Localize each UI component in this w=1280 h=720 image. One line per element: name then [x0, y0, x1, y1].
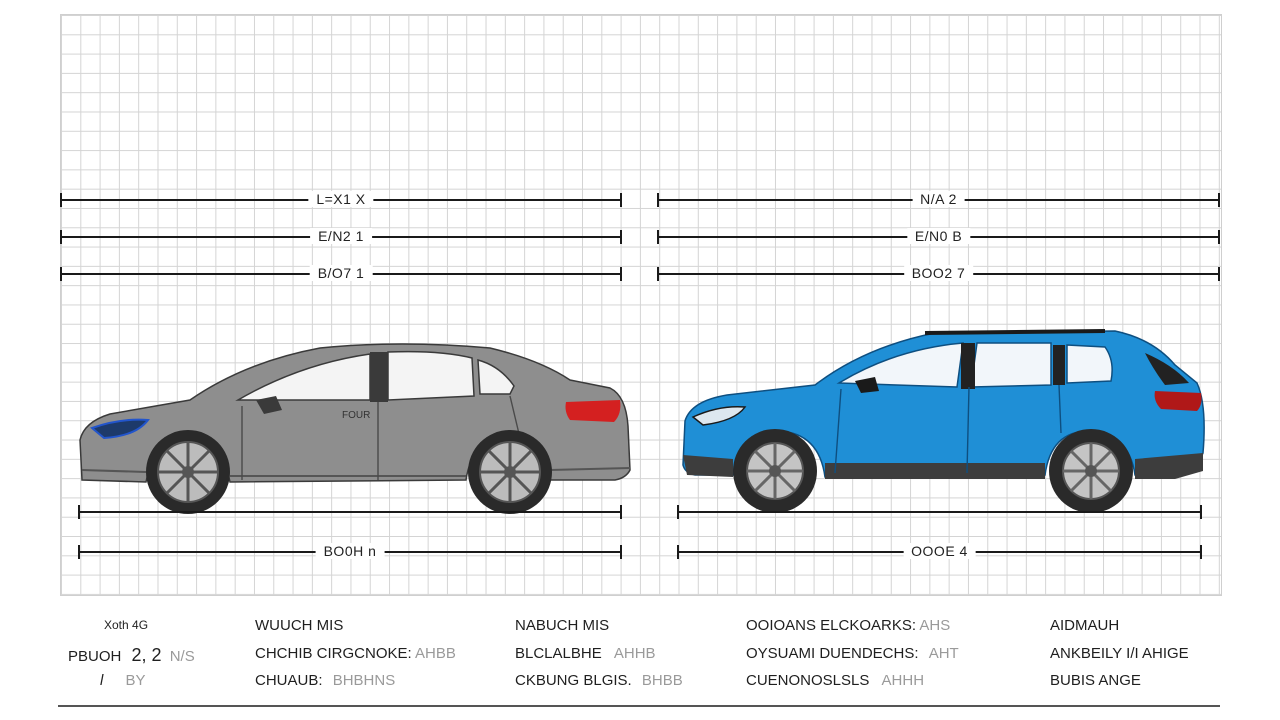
spec-col1-row1: Xoth 4G	[104, 618, 149, 632]
sedan-dimension-1	[60, 193, 622, 207]
suv-length-label: OOOE 4	[903, 543, 976, 559]
footer-rule	[58, 705, 1220, 707]
suv-rear-window	[1067, 345, 1112, 383]
sedan-wheelbase-line	[78, 505, 622, 519]
spec-col3-row1: NABUCH MIS	[515, 617, 610, 634]
suv-dimension-1	[657, 193, 1220, 207]
sedan-dimension-1-label: L=X1 X	[308, 191, 373, 207]
suv-taillight	[1155, 391, 1202, 411]
suv-wheelbase-line	[677, 505, 1202, 519]
suv-dimension-1-label: N/A 2	[912, 191, 965, 207]
spec-col2-row2: CHCHIB CIRGCNOKE: AHBB	[255, 645, 456, 662]
sedan-dimension-2-label: E/N2 1	[310, 228, 372, 244]
spec-col4-row2: OYSUAMI DUENDECHS: AHT	[746, 645, 959, 662]
spec-col5-row3: BUBIS ANGE	[1050, 672, 1141, 689]
spec-col1-row3: l BY	[100, 672, 146, 689]
suv-front-wheel	[733, 429, 817, 513]
sedan-badge: FOUR	[342, 410, 371, 421]
suv-length-dimension	[677, 545, 1202, 559]
spec-col5-row1: AIDMAUH	[1050, 617, 1120, 634]
spec-col3-row2: BLCLALBHE AHHB	[515, 645, 656, 662]
spec-col4-row3: CUENONOSLSLS AHHH	[746, 672, 925, 689]
spec-col2-row3: CHUAUB: BHBHNS	[255, 672, 396, 689]
sedan-front-wheel	[146, 430, 230, 514]
sedan-dimension-2	[60, 230, 622, 244]
suv-dimension-3-label: BOO2 7	[904, 265, 974, 281]
spec-col4-row1: OOIOANS ELCKOARKS: AHS	[746, 617, 951, 634]
spec-col2-row1: WUUCH MIS	[255, 617, 344, 634]
sedan-rear-window	[388, 352, 474, 400]
suv-rear-wheel	[1049, 429, 1133, 513]
sedan-illustration	[70, 330, 640, 530]
suv-dimension-2-label: E/N0 B	[907, 228, 970, 244]
sedan-taillight	[566, 400, 621, 422]
sedan-dimension-3-label: B/O7 1	[310, 265, 373, 281]
spec-col3-row3: CKBUNG BLGIS. BHBB	[515, 672, 683, 689]
sedan-length-dimension	[78, 545, 622, 559]
suv-dimension-2	[657, 230, 1220, 244]
sedan-rear-wheel	[468, 430, 552, 514]
sedan-dimension-3	[60, 267, 622, 281]
spec-col5-row2: ANKBEILY I/I AHIGE	[1050, 645, 1189, 662]
suv-middle-window	[971, 343, 1051, 387]
sedan-length-label: BO0H n	[316, 543, 385, 559]
spec-col1-row2: PBUOH 2, 2 N/S	[68, 645, 195, 665]
suv-illustration	[675, 325, 1215, 525]
suv-dimension-3	[657, 267, 1220, 281]
